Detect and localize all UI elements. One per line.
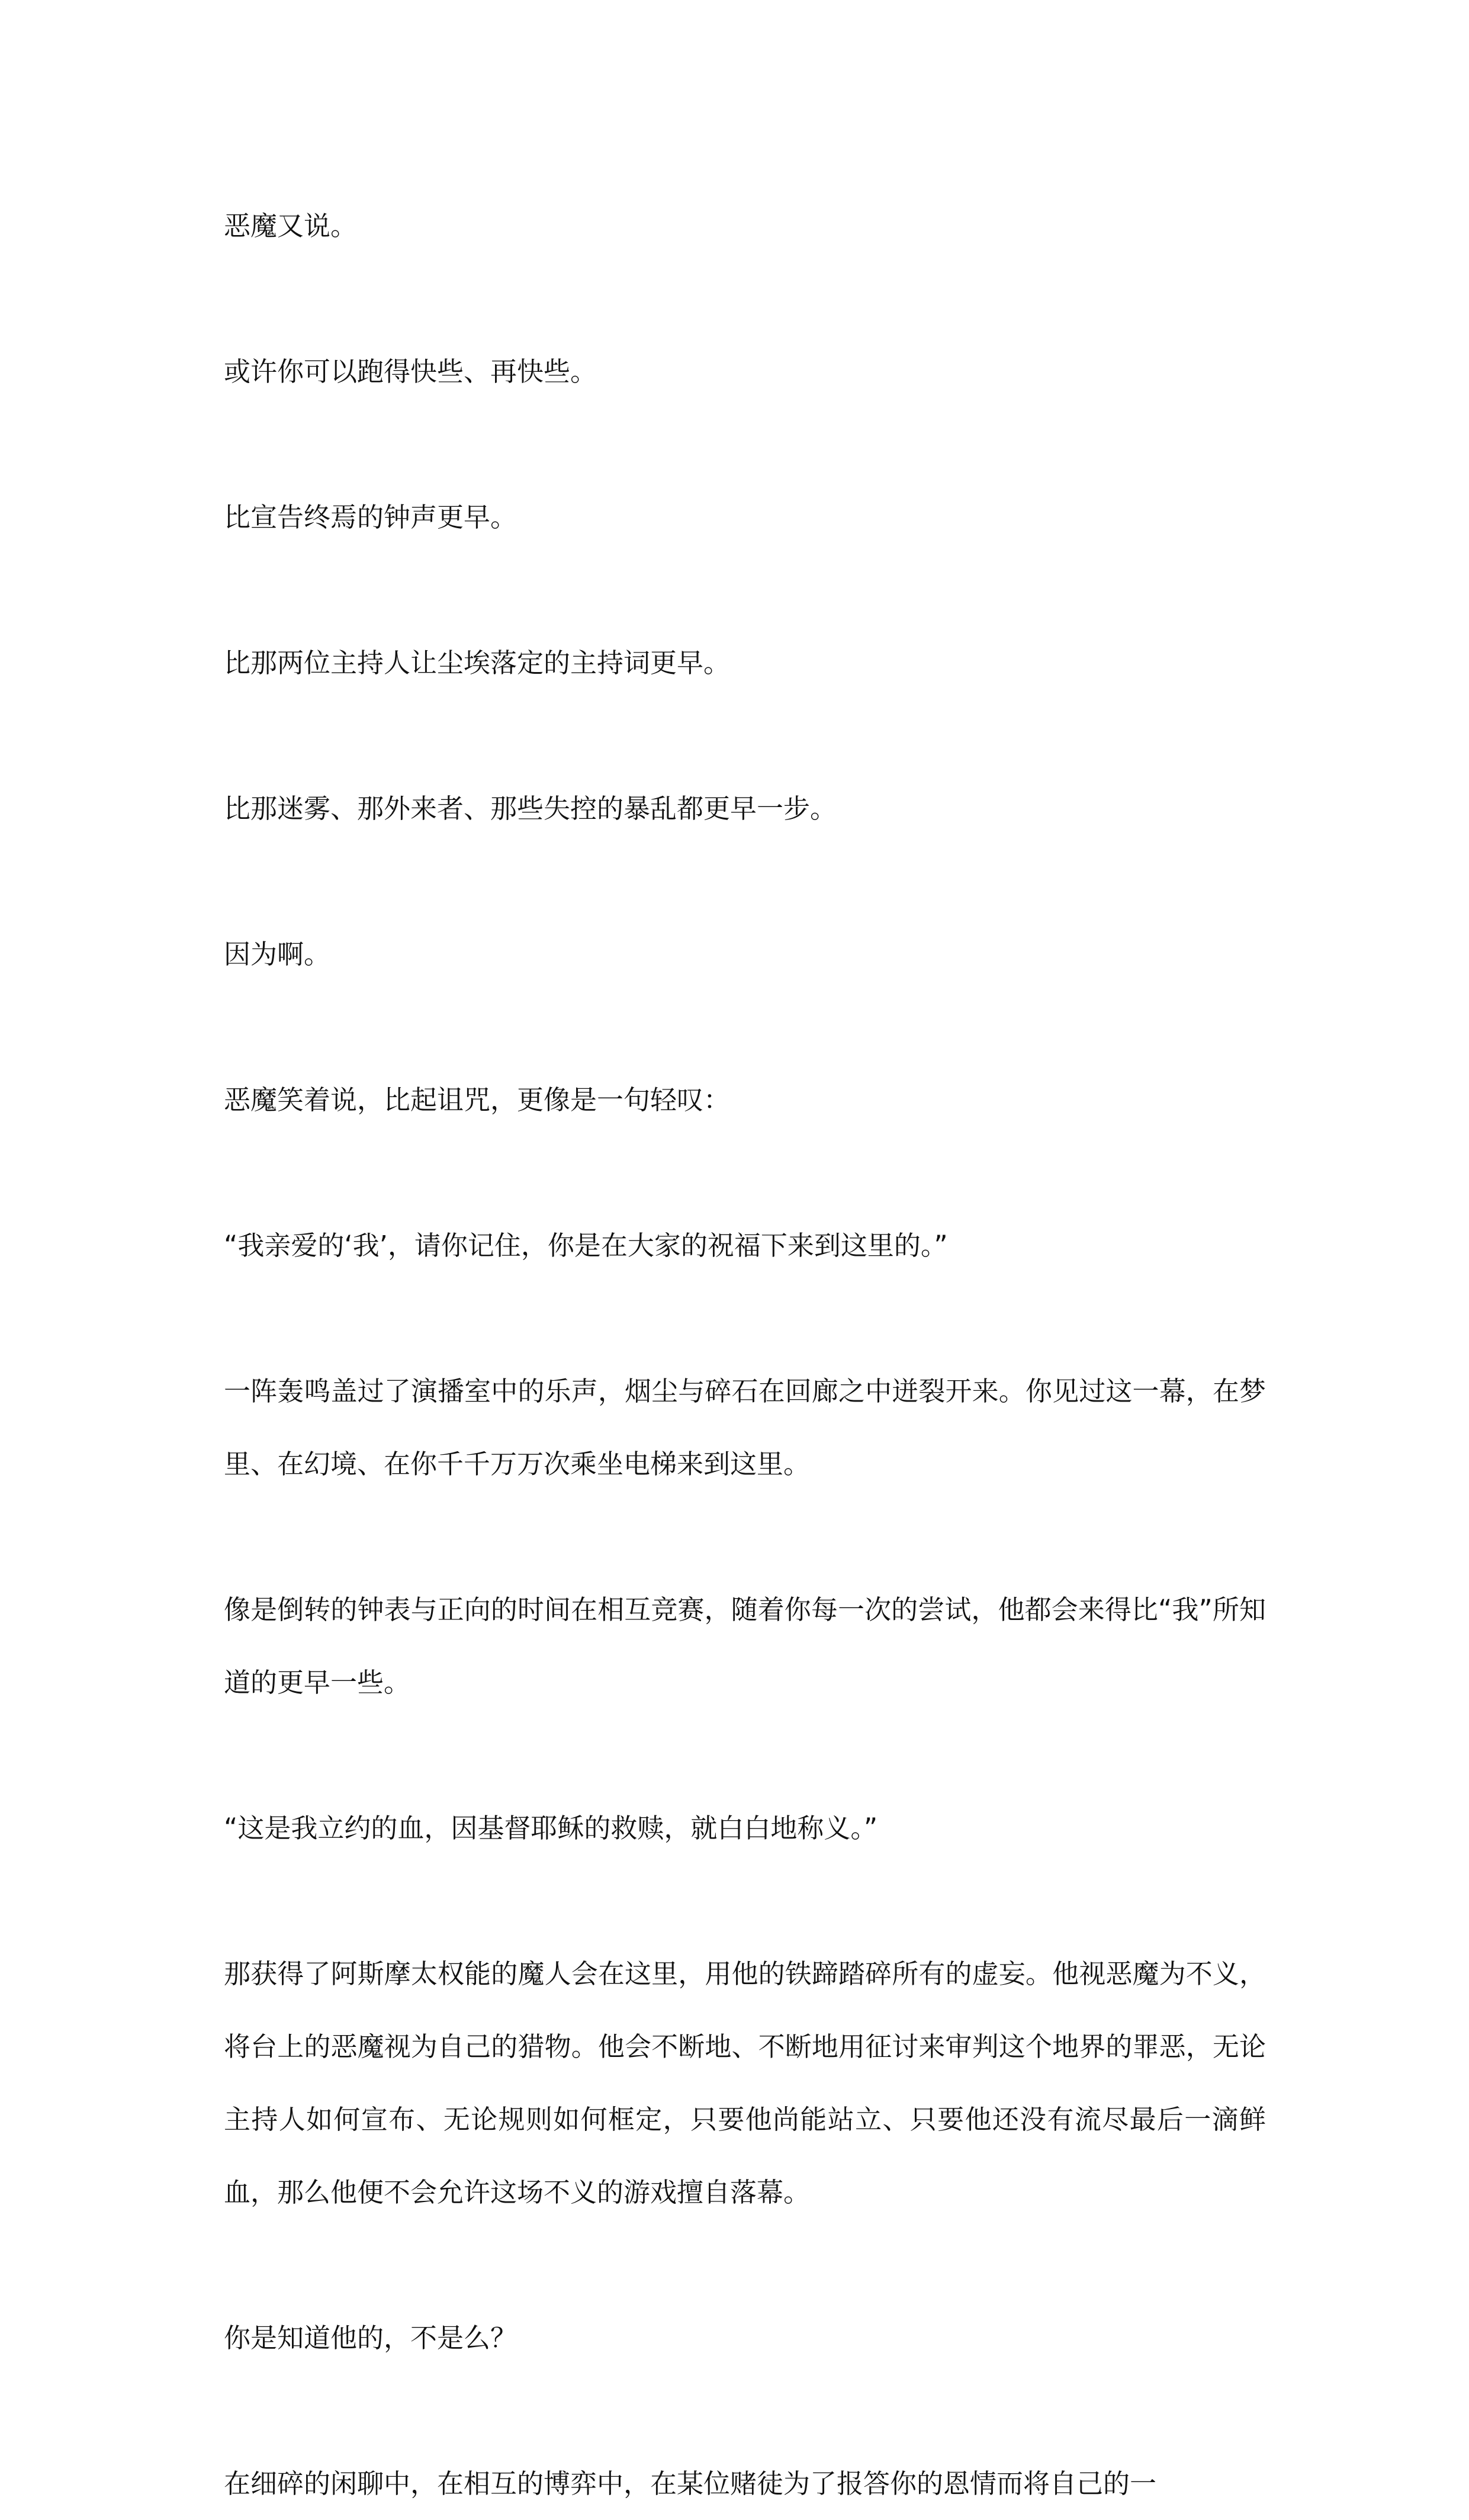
- paragraph: 你是知道他的，不是么？: [224, 2322, 517, 2354]
- paragraph: 比那两位主持人让尘埃落定的主持词更早。: [224, 647, 731, 679]
- paragraph: “这是我立约的血，因基督耶稣的救赎，就白白地称义。”: [224, 1812, 878, 1844]
- body-text: [224, 189, 1266, 2520]
- paragraph: 因为啊。: [224, 938, 331, 970]
- paragraph: 比宣告终焉的钟声更早。: [224, 502, 517, 533]
- paragraph: 恶魔笑着说，比起诅咒，更像是一句轻叹：: [224, 1084, 731, 1116]
- paragraph: “我亲爱的‘我’，请你记住，你是在大家的祝福下来到这里的。”: [224, 1230, 948, 1261]
- paragraph: 比那迷雾、那外来者、那些失控的暴乱都更早一步。: [224, 793, 837, 824]
- paragraph: 或许你可以跑得快些、再快些。: [224, 356, 597, 387]
- paragraph: 在细碎的闲聊中，在相互的博弈中，在某位赌徒为了报答你的恩情而将自己的一: [224, 2468, 1157, 2499]
- paragraph: 一阵轰鸣盖过了演播室中的乐声，烟尘与碎石在回廊之中迸裂开来。你见过这一幕，在梦里、在幻境、在你千千万万次乘坐电梯来到这里。: [224, 1375, 1266, 1480]
- paragraph: 像是倒转的钟表与正向的时间在相互竞赛，随着你每一次的尝试，他都会来得比“我”所知道的更早一些。: [224, 1594, 1266, 1698]
- paragraph: 恶魔又说。: [224, 210, 358, 242]
- paragraph: 那获得了阿斯摩太权能的魔人会在这里，用他的铁蹄踏碎所有的虚妄。他视恶魔为不义，将台上的恶魔视为自己的猎物。他会不断地、不断地用征讨来审判这个地界的罪恶，无论主持人如何宣布、无论规则如何框定，只要他尚能站立、只要他还没有流尽最后一滴鲜血，那么他便不会允许这场不义的游戏擅自落幕。: [224, 1958, 1266, 2208]
